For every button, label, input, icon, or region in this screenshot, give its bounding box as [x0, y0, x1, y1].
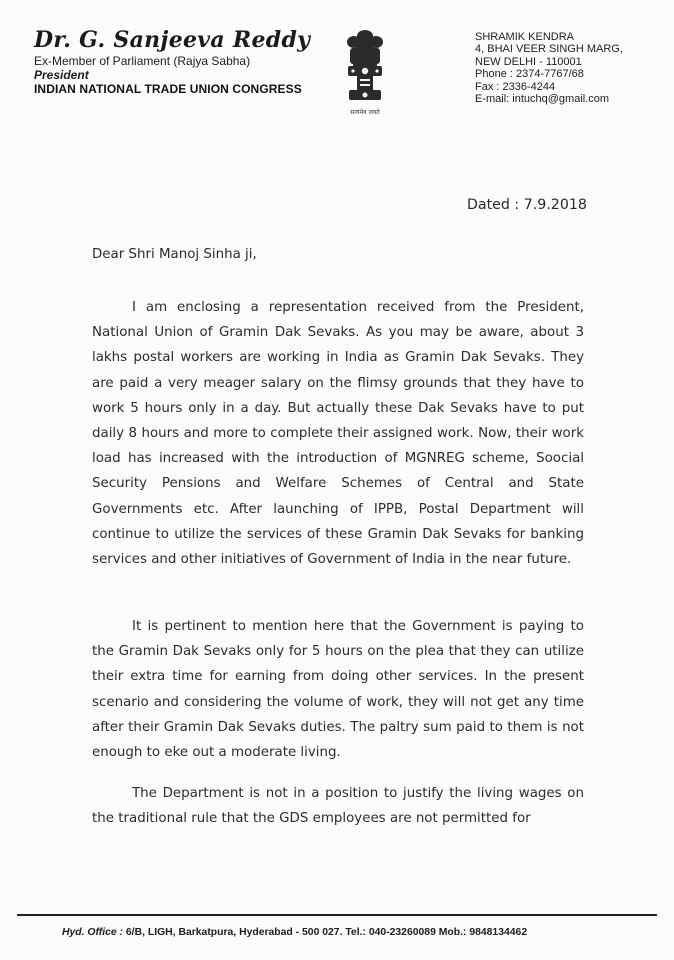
address-line: NEW DELHI - 110001 [475, 55, 582, 68]
emblem-motto: सत्यमेव जयते [350, 109, 380, 116]
paragraph: I am enclosing a representation received from the President, National Union of Gramin Dak Sevaks. As you may be aware, about 3 lakhs postal workers are working in India as Gramin Dak Sevaks. They are paid a very meager salary on the flimsy grounds that they have to work 5 hours only in a day. But actually these Dak Sevaks have to put daily 8 hours and more to complete their assigned work. Now, their work load has increased with the introduction of MGNREG scheme, Soocial Security Pensions and Welfare Schemes of Central and State Governments etc. After launching of IPPB, Postal Department will continue to utilize the services of these Gramin Dak Sevaks for banking services and other initiatives of Government of India in the near future. [92, 300, 584, 568]
address-line: SHRAMIK KENDRA [475, 31, 575, 43]
address-line: 4, BHAI VEER SINGH MARG, [475, 43, 623, 56]
footer-address: 6/B, LIGH, Barkatpura, Hyderabad - 500 027. Tel.: 040-23260089 Mob.: 9848134462 [125, 927, 528, 938]
sender-former-post: Ex-Member of Parliament (Rajya Sabha) [34, 54, 251, 68]
paragraph: The Department is not in a position to justify the living wages on the traditional rule that the GDS employees are not permitted for [92, 786, 584, 827]
salutation: Dear Shri Manoj Sinha ji, [92, 247, 257, 262]
sender-organisation: INDIAN NATIONAL TRADE UNION CONGRESS [34, 82, 302, 96]
letterhead-sender [34, 26, 334, 96]
fax-line: Fax : 2336-4244 [475, 80, 556, 93]
sender-name: Dr. G. Sanjeeva Reddy [34, 27, 311, 53]
paragraph: It is pertinent to mention here that the Government is paying to the Gramin Dak Sevaks only for 5 hours on the plea that they can utilize their extra time for earning from doing other services. In the present scenario and considering the volume of work, they will not get any time after their Gramin Dak Sevaks duties. The paltry sum paid to them is not enough to eke out a moderate living. [92, 619, 584, 761]
phone-line: Phone : 2374-7767/68 [475, 68, 584, 81]
paragraph-3-block [92, 781, 584, 831]
sender-role: President [34, 68, 89, 82]
paragraph-1-block [92, 295, 584, 572]
email-line: E-mail: intuchq@gmail.com [475, 93, 610, 106]
footer-office-address [62, 927, 622, 938]
footer-label: Hyd. Office : [62, 927, 124, 938]
paragraph-2-block [92, 614, 584, 765]
national-emblem-icon [340, 28, 390, 120]
footer-divider [17, 914, 657, 916]
letter-date: Dated : 7.9.2018 [467, 197, 587, 213]
letterhead-address [475, 31, 670, 105]
